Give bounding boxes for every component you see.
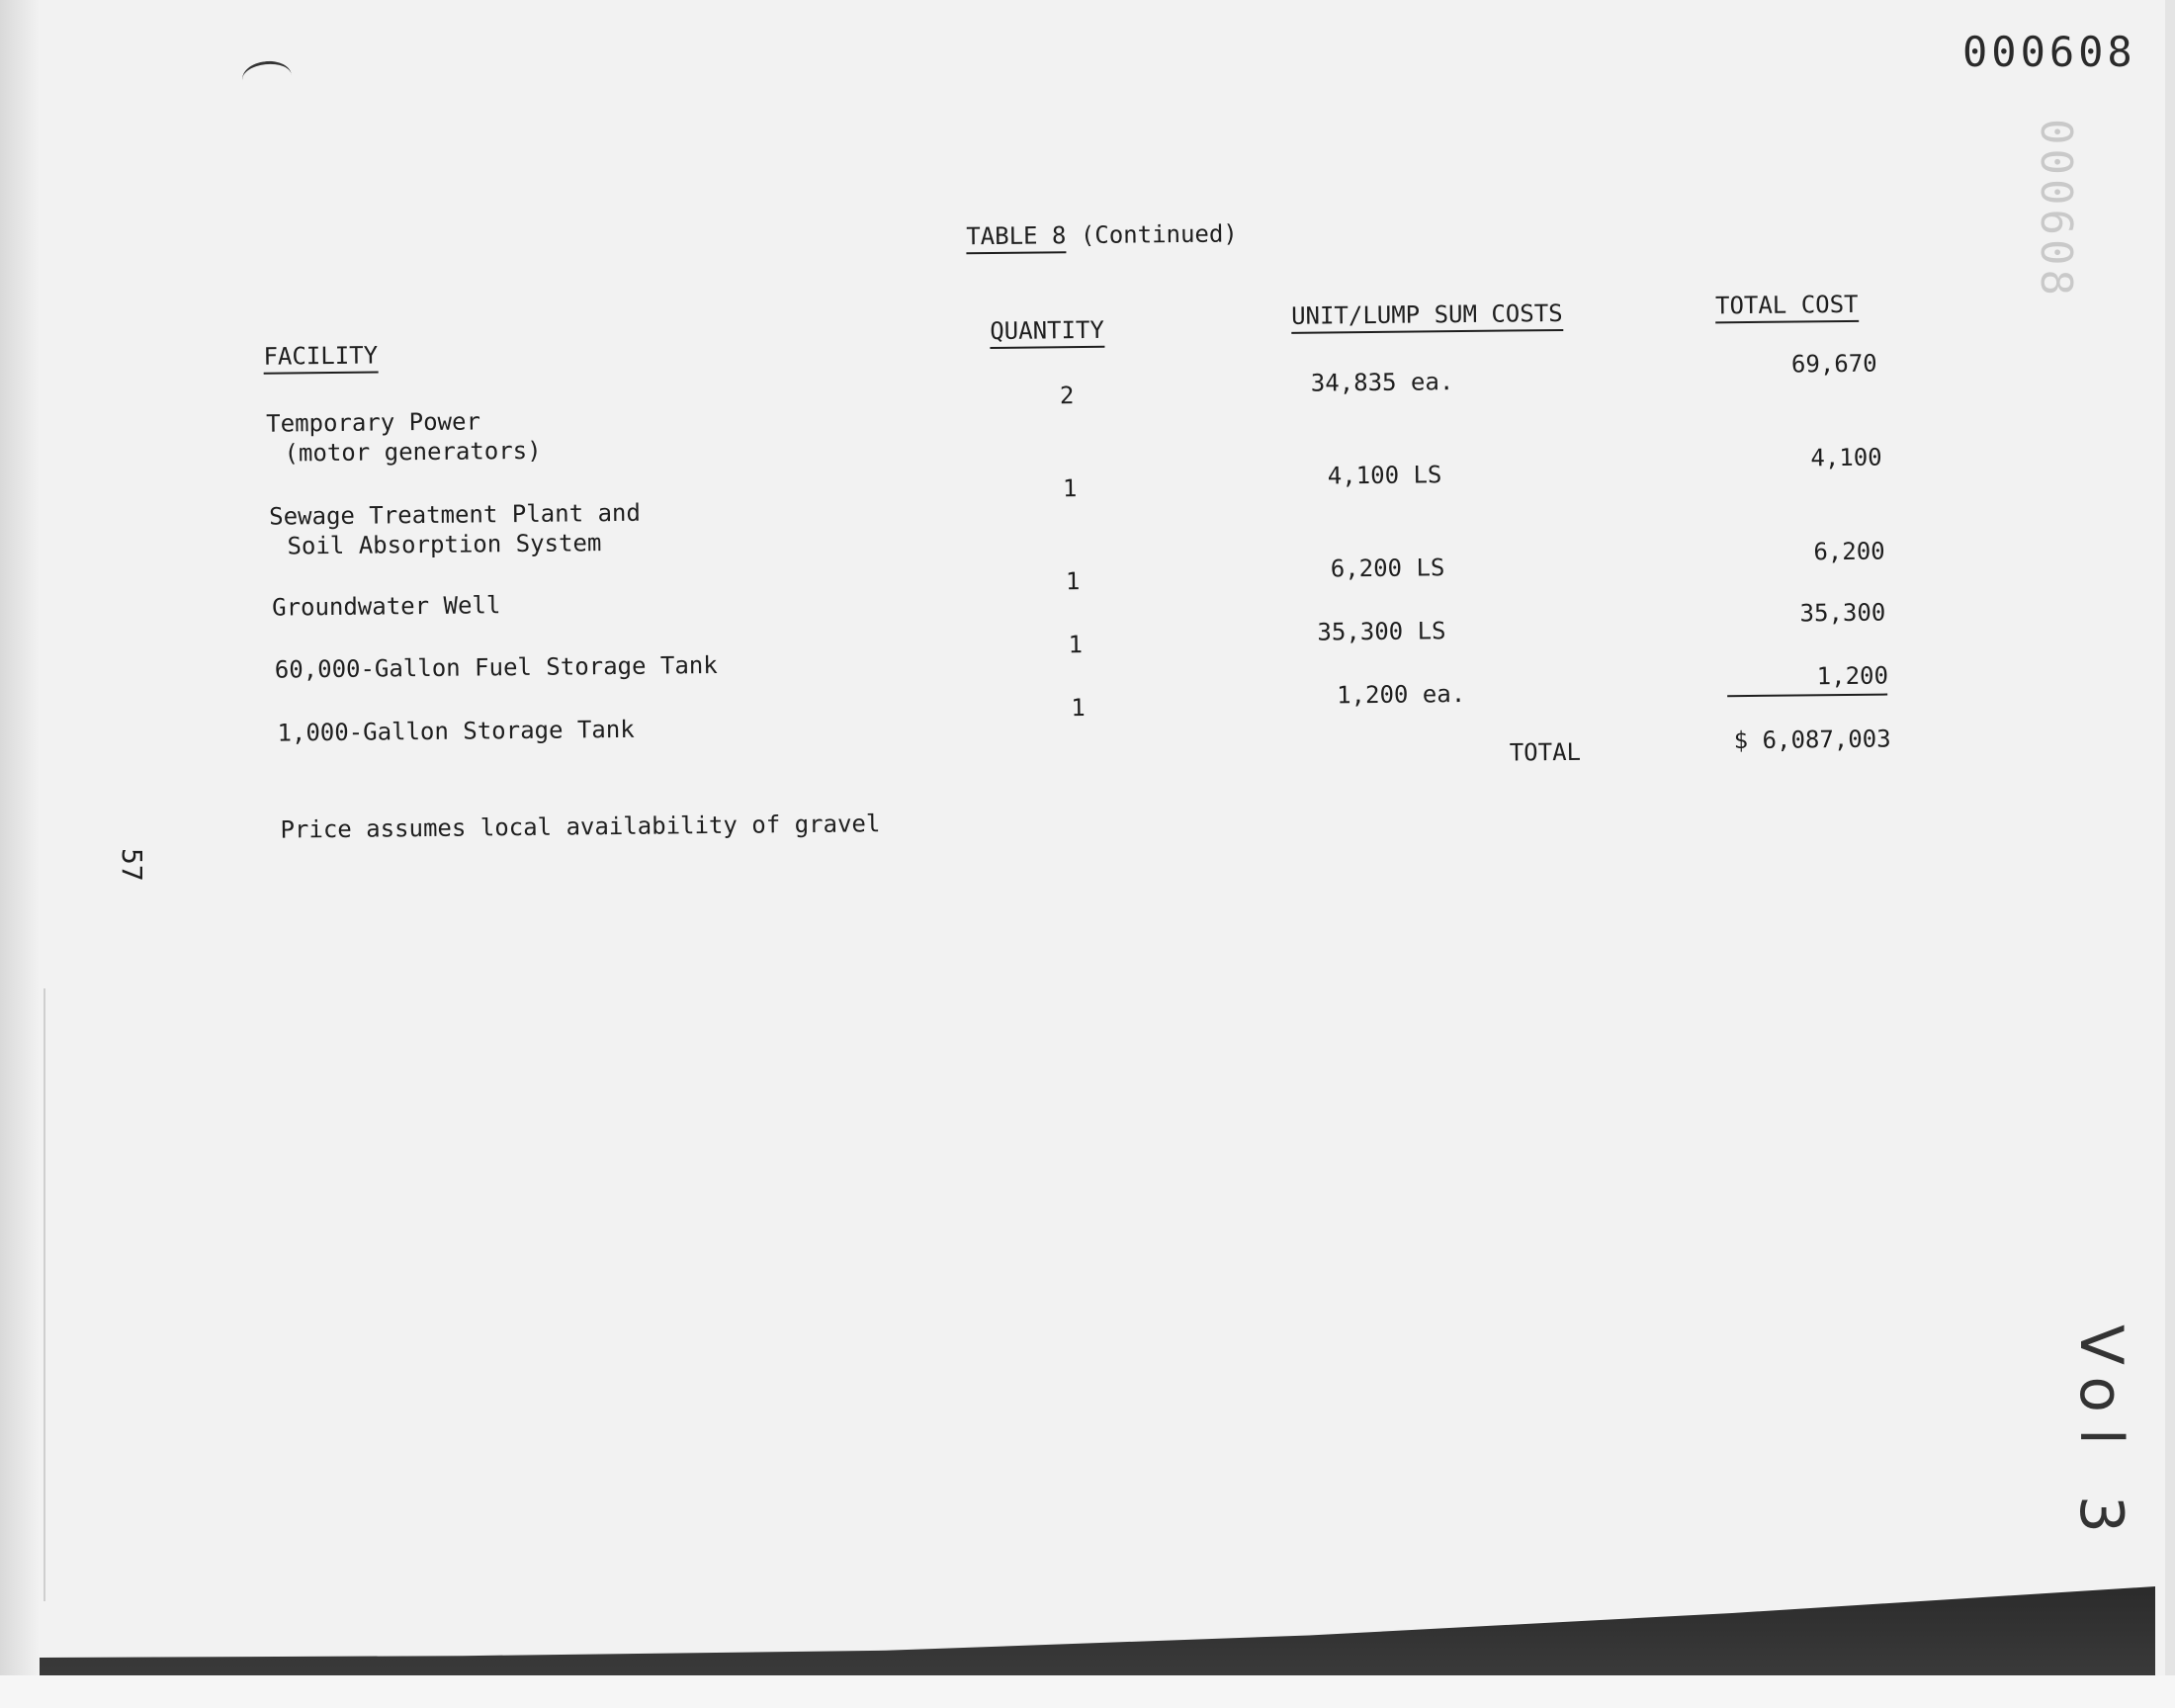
header-unit-cost: UNIT/LUMP SUM COSTS — [1291, 298, 1563, 332]
facility-storage-tank: 1,000-Gallon Storage Tank — [277, 715, 635, 747]
header-total-cost: TOTAL COST — [1715, 289, 1859, 322]
table-title-suffix: (Continued) — [1080, 219, 1238, 250]
quantity-cell: 2 — [1059, 382, 1075, 410]
unit-cost-cell: 35,300 LS — [1317, 617, 1446, 646]
unit-cost-cell: 1,200 ea. — [1336, 680, 1466, 710]
total-value: $ 6,087,003 — [1733, 725, 1891, 755]
unit-cost-cell: 6,200 LS — [1330, 554, 1445, 583]
total-cost-cell: 4,100 — [1810, 443, 1882, 472]
facility-temporary-power-detail: (motor generators) — [284, 436, 542, 468]
quantity-cell: 1 — [1062, 474, 1078, 503]
volume-label: Vol 3 — [2066, 1324, 2135, 1550]
document-number-ghost: 000608 — [2031, 119, 2081, 299]
page-number: 57 — [116, 848, 148, 882]
total-label: TOTAL — [1509, 737, 1582, 767]
facility-sewage-treatment-detail: Soil Absorption System — [287, 529, 602, 560]
quantity-cell: 1 — [1068, 631, 1084, 659]
facility-fuel-storage-tank: 60,000-Gallon Fuel Storage Tank — [274, 650, 718, 684]
total-cost-cell: 1,200 — [1816, 661, 1889, 691]
margin-line — [44, 988, 45, 1601]
scan-bottom-shadow — [40, 1586, 2155, 1675]
header-facility: FACILITY — [263, 340, 378, 373]
table-title — [966, 217, 1238, 252]
header-quantity: QUANTITY — [990, 314, 1104, 347]
facility-groundwater-well: Groundwater Well — [272, 591, 501, 622]
unit-cost-cell: 4,100 LS — [1327, 461, 1442, 490]
unit-cost-cell: 34,835 ea. — [1310, 368, 1454, 397]
quantity-cell: 1 — [1065, 567, 1081, 596]
total-cost-cell: 6,200 — [1813, 537, 1885, 566]
footnote: Price assumes local availability of gravel — [280, 810, 881, 844]
total-cost-cell: 69,670 — [1790, 349, 1877, 379]
facility-sewage-treatment: Sewage Treatment Plant and — [269, 498, 642, 531]
scan-bottom-strip — [0, 1675, 2175, 1708]
table-title-label: TABLE 8 — [966, 221, 1066, 254]
document-number: 000608 — [1962, 28, 2136, 76]
total-cost-cell: 35,300 — [1799, 598, 1886, 628]
sum-underline — [1727, 694, 1887, 698]
facility-temporary-power: Temporary Power — [266, 407, 481, 438]
quantity-cell: 1 — [1071, 694, 1086, 723]
